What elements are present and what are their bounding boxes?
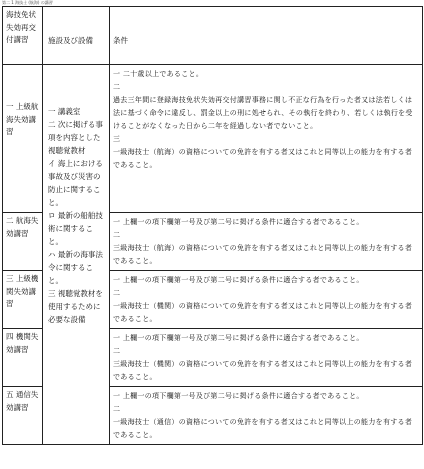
condition-line: 二	[113, 231, 121, 239]
header-conditions-label: 条件	[113, 36, 128, 45]
conditions-cell	[110, 271, 423, 329]
condition-line: 一 上欄一の項下欄第一号及び第二号に掲げる条件に適合する者であること。	[113, 334, 364, 342]
condition-line: 過去三年間に登録海技免状失効再交付講習事務に関し不正な行為を行った者又は法若しくは法に基づく命令に違反し、罰金以上の刑に処せられ、その執行を終わり、若しくは執行を受けることがなくなった日から二年を経過しない者でないこと。	[113, 96, 413, 130]
conditions-cell	[110, 213, 423, 271]
header-course-label: 海技免状失効再交付講習	[6, 10, 36, 44]
equipment-item: 二 次に掲げる事項を内容とした視聴覚教材	[48, 120, 103, 155]
page-top-fragment: 第二 1 海技士 (航海) の講習	[2, 0, 53, 5]
condition-line: 三級海技士（航海）の資格についての免許を有する者又はこれと同等以上の能力を有する者であること。	[113, 244, 413, 265]
conditions-table	[2, 6, 423, 445]
header-equipment-cell	[43, 7, 110, 65]
condition-line: 三	[113, 135, 121, 143]
course-name: 四 機関失効講習	[6, 332, 39, 354]
table-row	[3, 65, 423, 213]
table-header-row	[3, 7, 423, 65]
conditions-text	[110, 329, 422, 386]
condition-line: 一級海技士（航海）の資格についての免許を有する者又はこれと同等以上の能力を有する者であること。	[113, 148, 413, 169]
course-name: 一 上級航海失効講習	[6, 102, 39, 136]
equipment-item: ロ 最新の船舶技術に関すること。	[48, 211, 103, 246]
course-name: 五 通信失効講習	[6, 390, 39, 412]
conditions-text	[110, 213, 422, 270]
conditions-cell	[110, 65, 423, 213]
course-cell	[3, 271, 43, 329]
equipment-list	[43, 65, 109, 328]
equipment-item: 一 講義室	[48, 107, 81, 116]
equipment-item: 三 視聴覚教材を使用するために必要な設備	[48, 289, 103, 324]
conditions-text	[110, 65, 422, 174]
course-cell	[3, 213, 43, 271]
course-name: 三 上級機関失効講習	[6, 274, 39, 308]
header-equipment-label: 施設及び設備	[48, 36, 93, 45]
equipment-item: イ 海上における事故及び災害の防止に関すること。	[48, 159, 103, 207]
condition-line: 一 上欄一の項下欄第一号及び第二号に掲げる条件に適合する者であること。	[113, 218, 364, 226]
condition-line: 二	[113, 347, 121, 355]
condition-line: 二	[113, 83, 121, 91]
course-cell	[3, 387, 43, 445]
equipment-item: ハ 最新の海事法令に関すること。	[48, 250, 103, 285]
conditions-cell	[110, 329, 423, 387]
condition-line: 一級海技士（通信）の資格についての免許を有する者又はこれと同等以上の能力を有する者であること。	[113, 418, 413, 439]
conditions-cell	[110, 387, 423, 445]
equipment-cell	[43, 65, 110, 445]
condition-line: 二	[113, 289, 121, 297]
course-name: 二 航海失効講習	[6, 216, 39, 238]
condition-line: 一 上欄一の項下欄第一号及び第二号に掲げる条件に適合する者であること。	[113, 276, 364, 284]
header-conditions-cell	[110, 7, 423, 65]
condition-line: 一級海技士（機関）の資格についての免許を有する者又はこれと同等以上の能力を有する者であること。	[113, 302, 413, 323]
conditions-text	[110, 271, 422, 328]
condition-line: 二	[113, 405, 121, 413]
header-course-cell	[3, 7, 43, 65]
course-cell	[3, 65, 43, 213]
condition-line: 三級海技士（機関）の資格についての免許を有する者又はこれと同等以上の能力を有する者であること。	[113, 360, 413, 381]
course-cell	[3, 329, 43, 387]
condition-line: 一 上欄一の項下欄第一号及び第二号に掲げる条件に適合する者であること。	[113, 392, 364, 400]
condition-line: 一 二十歳以上であること。	[113, 70, 204, 78]
conditions-text	[110, 387, 422, 444]
